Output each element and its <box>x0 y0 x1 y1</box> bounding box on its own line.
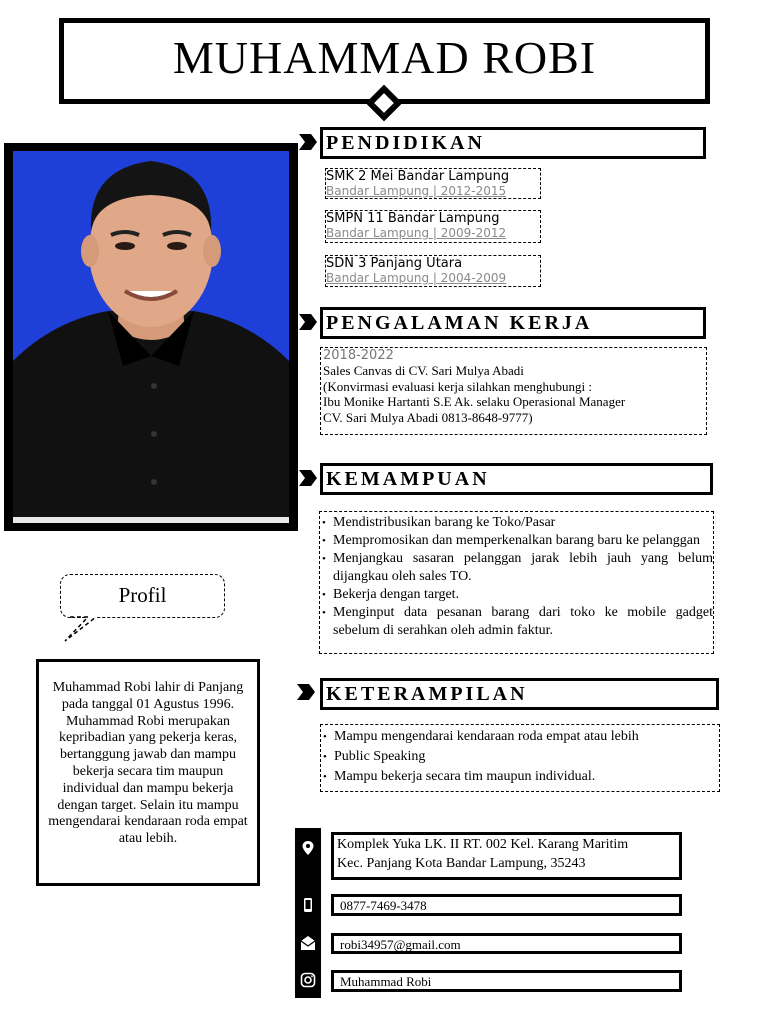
work-experience-box <box>320 347 707 435</box>
profile-heading-bubble <box>60 574 225 618</box>
address-line: Kec. Panjang Kota Bandar Lampung, 35243 <box>337 856 586 871</box>
education-school: SMPN 11 Bandar Lampung <box>326 211 500 226</box>
profile-description: Muhammad Robi lahir di Panjang pada tanggal 01 Agustus 1996. Muhammad Robi merupakan kepribadian yang pekerja keras, bertanggung jawab dan mampu bekerja secara tim maupun individual dan mampu bekerja dengan target. Selain itu mampu mengendarai kendaraan roda empat atau lebih. <box>48 680 248 847</box>
skills-box <box>320 724 720 792</box>
photo-bottom-stripe <box>13 517 289 523</box>
list-item: • Menjangkau sasaran pelanggan jarak lebih jauh yang belum dijangkau oleh sales TO. <box>322 550 713 586</box>
contact-icon-bar <box>295 828 321 998</box>
education-detail: Bandar Lampung | 2012-2015 <box>326 184 507 198</box>
instagram-handle: Muhammad Robi <box>340 974 432 989</box>
instagram-icon <box>295 972 321 988</box>
skills-list <box>323 727 719 787</box>
education-detail: Bandar Lampung | 2004-2009 <box>326 271 507 285</box>
section-title: KEMAMPUAN <box>326 468 490 490</box>
education-item <box>325 255 541 287</box>
list-item: • Mendistribusikan barang ke Toko/Pasar <box>322 514 713 532</box>
work-year: 2018-2022 <box>323 348 394 363</box>
phone-icon <box>295 897 321 913</box>
abilities-list <box>322 514 713 640</box>
section-title: PENGALAMAN KERJA <box>326 312 593 334</box>
section-header-keterampilan <box>320 678 719 710</box>
list-item: • Mempromosikan dan memperkenalkan barang baru ke pelanggan <box>322 532 713 550</box>
profile-photo <box>13 151 289 521</box>
education-school: SMK 2 Mei Bandar Lampung <box>326 169 510 184</box>
chevron-right-icon <box>299 134 317 150</box>
list-item: • Mampu bekerja secara tim maupun individual. <box>323 767 719 787</box>
work-line: Ibu Monike Hartanti S.E Ak. selaku Operasional Manager <box>323 394 626 409</box>
contact-email <box>331 933 682 954</box>
email-icon <box>295 935 321 951</box>
education-item <box>325 168 541 199</box>
education-detail: Bandar Lampung | 2009-2012 <box>326 226 507 240</box>
chevron-right-icon <box>297 684 315 700</box>
section-header-pengalaman <box>320 307 706 339</box>
list-item: • Mampu mengendarai kendaraan roda empat atau lebih <box>323 727 719 747</box>
education-item <box>325 210 541 243</box>
email-address: robi34957@gmail.com <box>340 937 461 952</box>
section-title: KETERAMPILAN <box>326 683 528 705</box>
contact-address <box>331 832 682 880</box>
education-school: SDN 3 Panjang Utara <box>326 256 463 271</box>
work-line: CV. Sari Mulya Abadi 0813-8648-9777) <box>323 409 533 425</box>
abilities-box <box>319 511 714 654</box>
section-title: PENDIDIKAN <box>326 132 485 154</box>
chevron-right-icon <box>299 314 317 330</box>
phone-number: 0877-7469-3478 <box>340 898 427 913</box>
list-item: • Bekerja dengan target. <box>322 586 713 604</box>
section-header-kemampuan <box>320 463 713 495</box>
work-line: Sales Canvas di CV. Sari Mulya Abadi <box>323 363 524 378</box>
speech-tail-icon <box>62 615 122 643</box>
profile-heading: Profil <box>118 583 167 607</box>
section-header-pendidikan <box>320 127 706 159</box>
name-title: MUHAMMAD ROBI <box>172 32 597 83</box>
list-item: • Public Speaking <box>323 747 719 767</box>
contact-phone <box>331 894 682 916</box>
profile-description-box <box>36 659 260 886</box>
contact-instagram <box>331 970 682 992</box>
chevron-right-icon <box>299 470 317 486</box>
address-line: Komplek Yuka LK. II RT. 002 Kel. Karang Maritim <box>337 837 629 852</box>
list-item: • Menginput data pesanan barang dari toko ke mobile gadget sebelum di serahkan oleh admin faktur. <box>322 604 713 640</box>
work-line: (Konvirmasi evaluasi kerja silahkan menghubungi : <box>323 378 592 394</box>
person-silhouette-icon <box>13 151 289 521</box>
location-pin-icon <box>295 840 321 856</box>
